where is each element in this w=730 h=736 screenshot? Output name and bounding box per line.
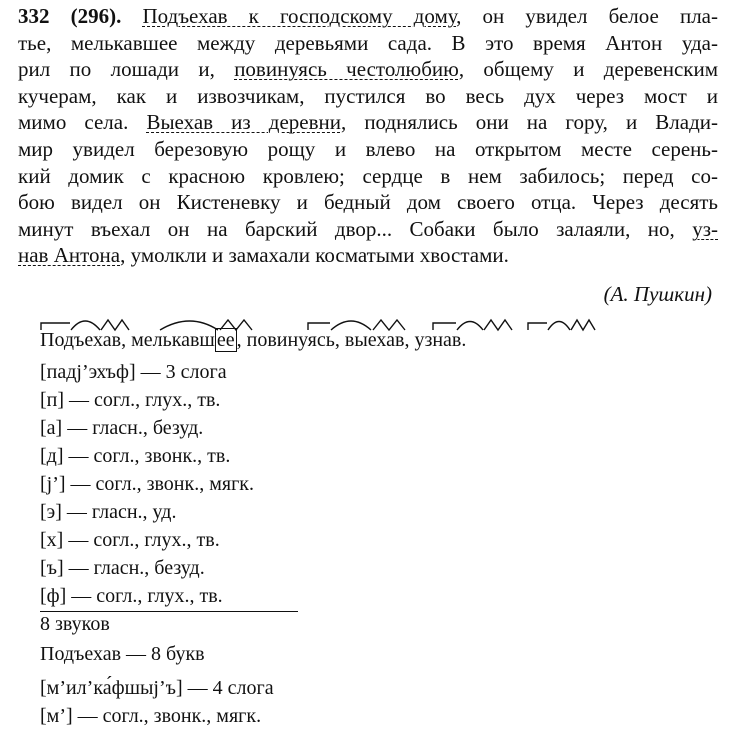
divider-line xyxy=(40,611,298,612)
text-fragment: , он увидел белое пла- xyxy=(456,4,718,28)
participle-phrase-underlined: нав Антона xyxy=(18,243,121,268)
sound-row: [х] — согл., глух., тв. xyxy=(40,529,220,551)
sound-count: 8 звуков xyxy=(40,613,110,635)
letter-count: Подъехав — 8 букв xyxy=(40,643,205,665)
text-fragment: минут въехал он на барский двор... Собаки было залаяли, но, xyxy=(18,216,693,241)
text-fragment: мир увидел березовую рощу и влево на открытом месте серень- xyxy=(18,136,718,161)
morphemic-word-list xyxy=(40,313,680,357)
exercise-number: 332 (296). xyxy=(18,4,122,28)
root-arc xyxy=(548,322,570,331)
word-melkavshee: мелькавш xyxy=(131,329,215,351)
paragraph-line-7 xyxy=(18,163,718,190)
sound-row: [д] — согл., звонк., тв. xyxy=(40,445,231,467)
sound-row: [п] — согл., глух., тв. xyxy=(40,389,221,411)
text-fragment: тье, мелькавшее между деревьями сада. В это время Антон уда- xyxy=(18,30,718,55)
prefix-mark xyxy=(528,323,547,330)
suffix-mark xyxy=(571,320,595,330)
sound-row: [э] — гласн., уд. xyxy=(40,501,177,523)
paragraph-line-3 xyxy=(18,56,718,83)
text-fragment: , умолкли и замахали косматыми хвостами. xyxy=(120,243,509,268)
paragraph-line-10 xyxy=(18,242,718,269)
phonetic-analysis xyxy=(40,313,680,727)
suffix-mark xyxy=(484,320,512,330)
word-uznav: узнав xyxy=(414,329,462,351)
sound-row: [м’] — согл., звонк., мягк. xyxy=(40,705,262,727)
word-podiekhav: Подъехав xyxy=(40,329,122,351)
paragraph-line-1 xyxy=(18,3,718,30)
text-fragment: кий домик с красною кровлею; сердце в нем забилось; перед со- xyxy=(18,163,718,188)
sound-row: [ј’] — согл., звонк., мягк. xyxy=(40,473,254,495)
ending-box: ее xyxy=(216,329,235,351)
paragraph-line-6 xyxy=(18,136,718,163)
text-fragment: мимо села. xyxy=(18,110,147,135)
paragraph-line-9 xyxy=(18,216,718,243)
paragraph-line-8 xyxy=(18,189,718,216)
exercise-paragraph xyxy=(18,3,718,269)
sound-row: [а] — гласн., безуд. xyxy=(40,417,204,439)
text-fragment: рил по лошади и, xyxy=(18,57,235,82)
participle-phrase-underlined: повинуясь честолюбию xyxy=(234,57,459,82)
participle-phrase-underlined: уз- xyxy=(692,216,718,241)
transcription-line: [м’ил’ка́фшыј’ъ] — 4 слога xyxy=(40,677,274,699)
period: . xyxy=(461,329,467,351)
separator: , xyxy=(404,329,415,351)
separator: , xyxy=(334,329,345,351)
text-fragment: , общему и деревенским xyxy=(458,57,719,82)
separator: , xyxy=(236,329,247,351)
word-povinuyas: повинуясь xyxy=(246,329,335,351)
separator: , xyxy=(121,329,132,351)
text-fragment: , поднялись они на гору, и Влади- xyxy=(340,110,719,135)
participle-phrase-underlined: Выехав из деревни xyxy=(146,110,341,135)
sound-row: [ъ] — гласн., безуд. xyxy=(40,557,205,579)
author-attribution: (А. Пушкин) xyxy=(603,282,712,306)
text-fragment: кучерам, как и извозчикам, пустился во весь дух через мост и xyxy=(18,83,718,108)
text-fragment: бою видел он Кистеневку и бедный дом своего отца. Через десять xyxy=(18,190,718,215)
paragraph-line-4 xyxy=(18,83,718,110)
sound-row: [ф] — согл., глух., тв. xyxy=(40,585,223,607)
participle-words xyxy=(40,329,466,352)
paragraph-line-5 xyxy=(18,109,718,136)
participle-phrase-underlined: Подъехав к господскому дому xyxy=(142,4,457,28)
transcription-line: [падј’эхъф] — 3 слога xyxy=(40,361,227,383)
word-vyekhav: выехав xyxy=(344,329,405,351)
paragraph-line-2 xyxy=(18,30,718,57)
